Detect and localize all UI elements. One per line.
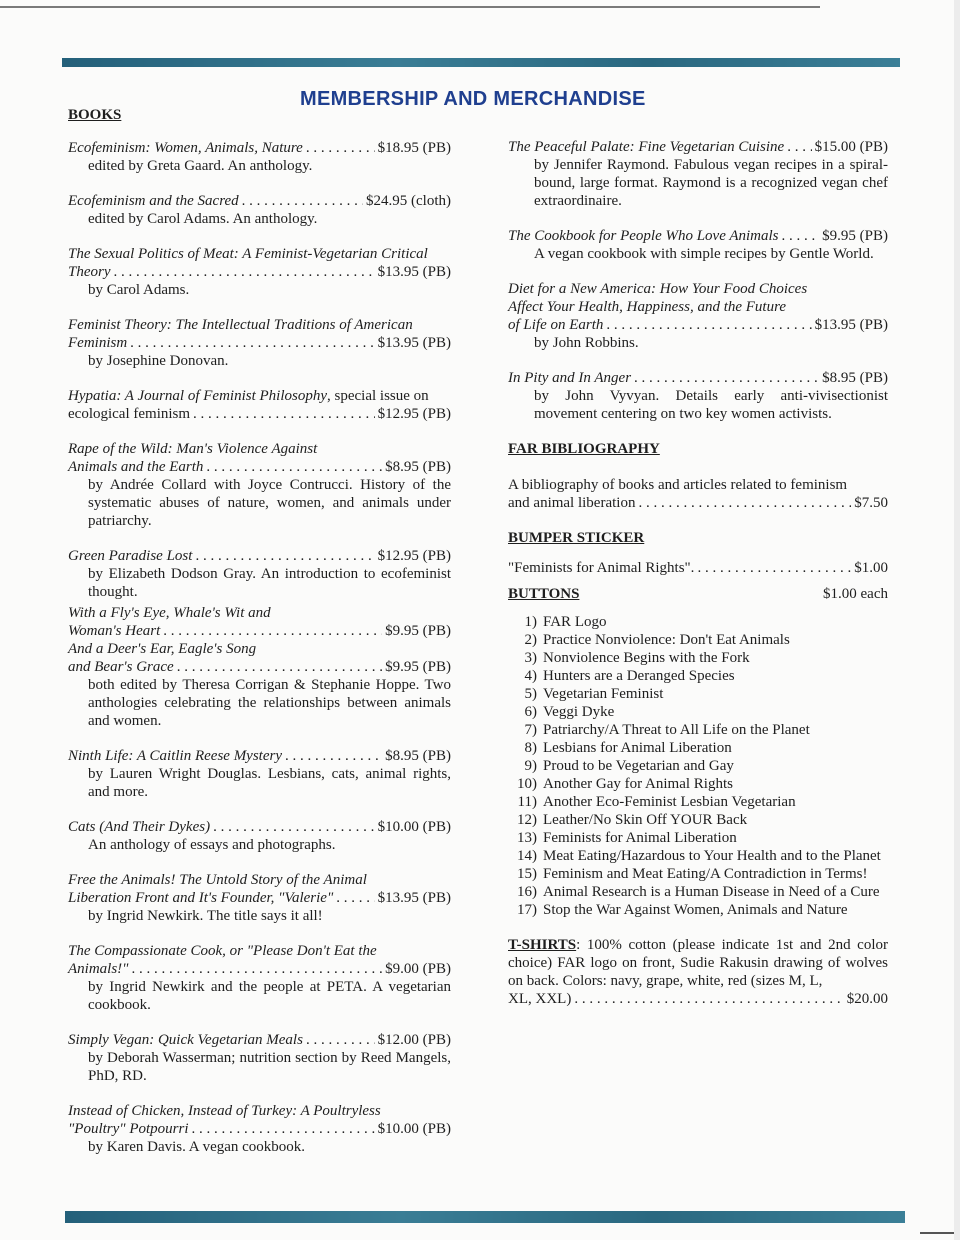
book-price: $8.95 (PB) (385, 748, 451, 764)
button-item (508, 685, 888, 703)
book-entry (68, 387, 451, 423)
button-item-number: 4) (524, 668, 537, 684)
tshirts-price: $20.00 (846, 991, 888, 1007)
button-item (508, 667, 888, 685)
book-entry (68, 192, 451, 228)
book-description: by John Robbins. (534, 335, 639, 351)
book-title-cont: ecological feminism (68, 406, 191, 422)
book-price: $10.00 (PB) (377, 819, 451, 835)
book-price: $13.95 (PB) (377, 890, 451, 906)
tshirts-entry (508, 936, 888, 1008)
book-price: $12.95 (PB) (377, 406, 451, 422)
bumper-text: "Feminists for Animal Rights". (508, 560, 695, 576)
top-rule (0, 6, 820, 8)
book-entry (68, 818, 451, 854)
book-title: Feminism (68, 335, 128, 351)
button-item (508, 883, 888, 901)
corner-mark (920, 1232, 954, 1234)
left-column (68, 106, 451, 1173)
bibliography-heading: FAR BIBLIOGRAPHY (508, 441, 660, 457)
button-item-text: Patriarchy/A Threat to All Life on the Planet (543, 722, 810, 738)
button-item-text: Hunters are a Deranged Species (543, 668, 735, 684)
bibliography-text: A bibliography of books and articles related to feminism (508, 477, 848, 493)
button-item (508, 829, 888, 847)
book-description: by Andrée Collard with Joyce Contrucci. History of the systematic abuses of nature, women, and animals under patriarchy. (88, 477, 451, 529)
book-title-line: With a Fly's Eye, Whale's Wit and (68, 605, 271, 621)
book-price-line (68, 458, 451, 476)
book-entry (68, 747, 451, 801)
book-title: Ninth Life: A Caitlin Reese Mystery (68, 748, 282, 764)
tshirts-text: : 100% cotton (please indicate 1st and 2nd color choice) FAR logo on front, Sudie Rakusin drawing of wolves on back. Colors: navy, grape, white, red (sizes M, L, (508, 937, 888, 989)
book-price: $9.95 (PB) (822, 228, 888, 244)
header-bar (62, 58, 900, 67)
book-title: Animals and the Earth (68, 459, 204, 475)
button-item-text: Feminism and Meat Eating/A Contradiction in Terms! (543, 866, 868, 882)
button-item-number: 10) (517, 776, 537, 792)
button-item-text: FAR Logo (543, 614, 607, 630)
book-title-line: Free the Animals! The Untold Story of the Animal (68, 872, 367, 888)
book-title: "Poultry" Potpourri (68, 1121, 189, 1137)
book-description: both edited by Theresa Corrigan & Stephanie Hoppe. Two anthologies celebrating the relationships between animals and women. (88, 677, 451, 729)
page-title: MEMBERSHIP AND MERCHANDISE (300, 88, 646, 110)
book-title-line: The Compassionate Cook, or "Please Don't Eat the (68, 943, 377, 959)
book-title: The Peaceful Palate: Fine Vegetarian Cuisine (508, 139, 785, 155)
button-item-text: Feminists for Animal Liberation (543, 830, 737, 846)
book-price-line (68, 658, 451, 676)
button-item (508, 901, 888, 919)
book-description: edited by Carol Adams. An anthology. (88, 211, 318, 227)
book-price-line (68, 622, 451, 640)
button-item (508, 631, 888, 649)
book-entry (68, 604, 451, 640)
book-description: by John Vyvyan. Details early anti-vivisectionist movement centering on two key women activists. (534, 388, 888, 422)
book-title: Cats (And Their Dykes) (68, 819, 211, 835)
book-title-line: And a Deer's Ear, Eagle's Song (68, 641, 257, 657)
bibliography-entry (508, 476, 888, 512)
book-title-line (68, 387, 451, 405)
book-description: A vegan cookbook with simple recipes by Gentle World. (534, 246, 874, 262)
button-item (508, 865, 888, 883)
button-item-number: 17) (517, 902, 537, 918)
book-entry (68, 871, 451, 925)
button-item-number: 12) (517, 812, 537, 828)
books-list-right (508, 138, 888, 423)
button-item-text: Meat Eating/Hazardous to Your Health and to the Planet (543, 848, 881, 864)
book-price-line (68, 547, 451, 565)
tshirts-label: T-SHIRTS (508, 937, 577, 953)
footer-bar (65, 1211, 905, 1223)
book-entry (68, 942, 451, 1014)
book-entry (508, 138, 888, 210)
book-description: by Ingrid Newkirk. The title says it all! (88, 908, 323, 924)
button-item (508, 613, 888, 631)
book-price: $9.00 (PB) (385, 961, 451, 977)
book-description: by Deborah Wasserman; nutrition section by Reed Mangels, PhD, RD. (88, 1050, 451, 1084)
book-price-line (68, 263, 451, 281)
button-item (508, 721, 888, 739)
button-item-text: Vegetarian Feminist (543, 686, 664, 702)
books-list-left (68, 139, 451, 1156)
book-price-line (508, 316, 888, 334)
book-entry (508, 227, 888, 263)
book-price-line (68, 818, 451, 836)
book-title: Simply Vegan: Quick Vegetarian Meals (68, 1032, 303, 1048)
book-price-line (68, 334, 451, 352)
book-description: by Elizabeth Dodson Gray. An introduction to ecofeminist thought. (88, 566, 451, 600)
book-price-line (68, 1031, 451, 1049)
book-price: $13.95 (PB) (377, 264, 451, 280)
tshirts-sizes: XL, XXL) (508, 991, 572, 1007)
button-item-text: Another Gay for Animal Rights (543, 776, 733, 792)
button-item (508, 739, 888, 757)
book-title-line: Affect Your Health, Happiness, and the Future (508, 299, 787, 315)
buttons-header (508, 585, 888, 603)
book-title: and Bear's Grace (68, 659, 174, 675)
book-title-line: Diet for a New America: How Your Food Choices (508, 281, 808, 297)
button-item-number: 2) (524, 632, 537, 648)
book-description: by Ingrid Newkirk and the people at PETA. A vegetarian cookbook. (88, 979, 451, 1013)
book-price: $8.95 (PB) (822, 370, 888, 386)
button-item-text: Proud to be Vegetarian and Gay (543, 758, 734, 774)
book-description: by Josephine Donovan. (88, 353, 229, 369)
book-price-line (68, 192, 451, 210)
button-item-number: 8) (524, 740, 537, 756)
book-entry (68, 1031, 451, 1085)
buttons-heading: BUTTONS (508, 586, 580, 602)
book-title: Green Paradise Lost (68, 548, 193, 564)
button-item-text: Leather/No Skin Off YOUR Back (543, 812, 748, 828)
button-item-number: 11) (517, 794, 537, 810)
book-entry (508, 280, 888, 352)
book-title: Hypatia: A Journal of Feminist Philosophy (68, 388, 328, 404)
page-edge (954, 0, 960, 1240)
button-item-number: 5) (524, 686, 537, 702)
book-price-line (68, 1120, 451, 1138)
book-price: $24.95 (cloth) (366, 193, 451, 209)
bumper-price: $1.00 (854, 560, 888, 576)
tshirts-price-line (508, 990, 888, 1008)
bibliography-text-2: and animal liberation (508, 495, 636, 511)
book-title-line: Instead of Chicken, Instead of Turkey: A Poultryless (68, 1103, 381, 1119)
book-description: by Lauren Wright Douglas. Lesbians, cats, animal rights, and more. (88, 766, 451, 800)
book-title: The Cookbook for People Who Love Animals (508, 228, 779, 244)
button-item-text: Another Eco-Feminist Lesbian Vegetarian (543, 794, 796, 810)
button-item (508, 775, 888, 793)
book-price-line (68, 139, 451, 157)
button-item-number: 13) (517, 830, 537, 846)
button-item-number: 14) (517, 848, 537, 864)
button-item-number: 3) (524, 650, 537, 666)
book-price: $18.95 (PB) (377, 140, 451, 156)
bibliography-price-line (508, 494, 888, 512)
button-item-number: 6) (524, 704, 537, 720)
button-item-text: Animal Research is a Human Disease in Need of a Cure (543, 884, 880, 900)
book-price: $10.00 (PB) (377, 1121, 451, 1137)
buttons-price: $1.00 each (823, 586, 888, 602)
book-title-line: The Sexual Politics of Meat: A Feminist-Vegetarian Critical (68, 246, 428, 262)
book-title: Animals!" (68, 961, 129, 977)
book-price: $13.95 (PB) (814, 317, 888, 333)
book-entry (68, 245, 451, 299)
book-entry (68, 316, 451, 370)
book-title-line: Feminist Theory: The Intellectual Traditions of American (68, 317, 413, 333)
book-price: $15.00 (PB) (814, 139, 888, 155)
book-title: Theory (68, 264, 111, 280)
button-item-number: 15) (517, 866, 537, 882)
button-item-text: Stop the War Against Women, Animals and Nature (543, 902, 848, 918)
book-price-line (508, 227, 888, 245)
bumper-heading: BUMPER STICKER (508, 530, 645, 546)
book-entry (68, 1102, 451, 1156)
book-title: Liberation Front and It's Founder, "Valerie" (68, 890, 334, 906)
bumper-entry (508, 559, 888, 577)
book-entry (68, 640, 451, 730)
book-title: Woman's Heart (68, 623, 161, 639)
book-price: $13.95 (PB) (377, 335, 451, 351)
book-price-line (68, 889, 451, 907)
book-price: $12.95 (PB) (377, 548, 451, 564)
buttons-list (508, 613, 888, 919)
book-entry (68, 440, 451, 530)
bibliography-price: $7.50 (854, 495, 888, 511)
book-price-line (508, 138, 888, 156)
button-item (508, 649, 888, 667)
button-item-number: 16) (517, 884, 537, 900)
book-price-line (68, 405, 451, 423)
button-item-text: Lesbians for Animal Liberation (543, 740, 732, 756)
button-item-text: Practice Nonviolence: Don't Eat Animals (543, 632, 790, 648)
button-item-text: Veggi Dyke (543, 704, 615, 720)
book-entry (508, 369, 888, 423)
book-description: edited by Greta Gaard. An anthology. (88, 158, 313, 174)
book-price: $9.95 (PB) (385, 623, 451, 639)
book-entry (68, 547, 451, 601)
book-description: by Carol Adams. (88, 282, 190, 298)
book-description: by Karen Davis. A vegan cookbook. (88, 1139, 306, 1155)
book-title: Ecofeminism: Women, Animals, Nature (68, 140, 303, 156)
book-price-line (68, 960, 451, 978)
book-description: An anthology of essays and photographs. (88, 837, 336, 853)
book-price-line (68, 747, 451, 765)
button-item (508, 847, 888, 865)
book-description: by Jennifer Raymond. Fabulous vegan recipes in a spiral-bound, large format. Raymond is a recognized vegan chef extraordinaire. (534, 157, 888, 209)
book-entry (68, 139, 451, 175)
button-item-number: 1) (524, 614, 537, 630)
button-item (508, 703, 888, 721)
book-title-suffix: , special issue on (327, 388, 429, 404)
book-price: $8.95 (PB) (385, 459, 451, 475)
button-item-number: 9) (524, 758, 537, 774)
book-title-line: Rape of the Wild: Man's Violence Against (68, 441, 318, 457)
book-price: $9.95 (PB) (385, 659, 451, 675)
button-item (508, 811, 888, 829)
button-item (508, 757, 888, 775)
books-heading: BOOKS (68, 107, 122, 123)
book-title: of Life on Earth (508, 317, 604, 333)
book-title: Ecofeminism and the Sacred (68, 193, 239, 209)
book-price: $12.00 (PB) (377, 1032, 451, 1048)
button-item (508, 793, 888, 811)
button-item-text: Nonviolence Begins with the Fork (543, 650, 750, 666)
book-price-line (508, 369, 888, 387)
button-item-number: 7) (524, 722, 537, 738)
right-column (508, 138, 888, 1008)
book-title: In Pity and In Anger (508, 370, 632, 386)
